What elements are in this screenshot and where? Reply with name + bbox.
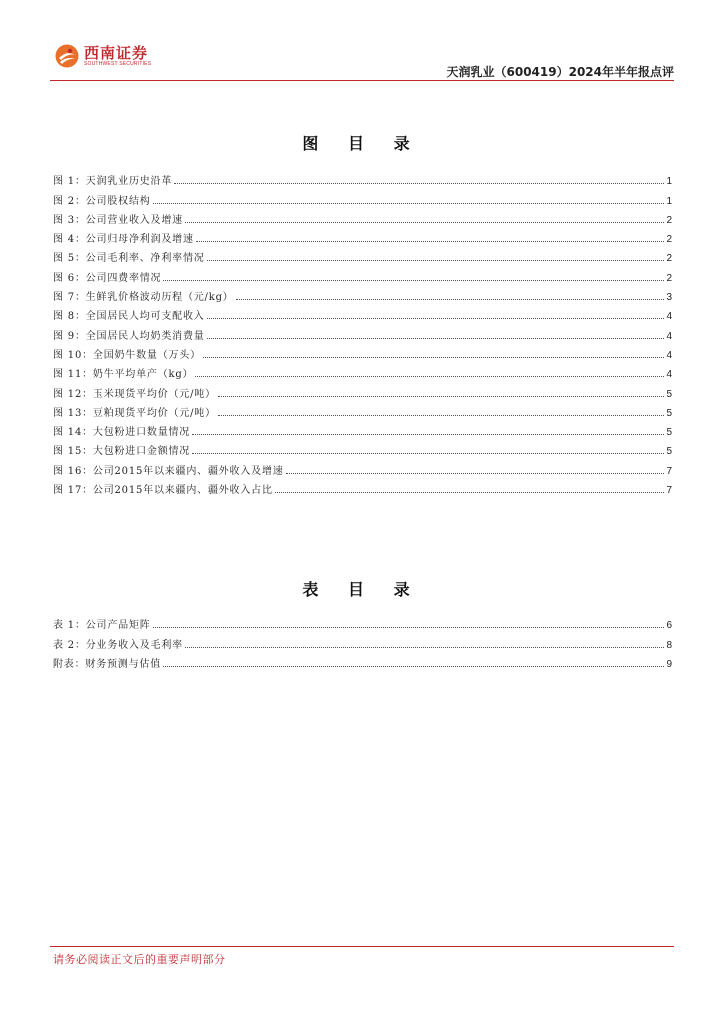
- toc-entry-page-number[interactable]: 5: [666, 407, 672, 419]
- toc-entry-page-number[interactable]: 6: [666, 620, 672, 632]
- toc-entry-label[interactable]: 图 6：公司四费率情况: [53, 272, 162, 284]
- toc-entry-label[interactable]: 图 3：公司营业收入及增速: [53, 214, 183, 226]
- toc-entry-label[interactable]: 图 15：大包粉进口金额情况: [53, 446, 191, 458]
- toc-leader-dots: [196, 241, 665, 242]
- toc-entry-label[interactable]: 图 9：全国居民人均奶类消费量: [53, 330, 205, 342]
- toc-leader-dots: [163, 280, 664, 281]
- toc-entry-page-number[interactable]: 5: [666, 446, 672, 458]
- toc-entry-label[interactable]: 图 7：生鲜乳价格波动历程（元/kg）: [53, 292, 234, 304]
- footer-divider: [50, 946, 674, 947]
- toc-leader-dots: [192, 453, 664, 454]
- toc-entry-label[interactable]: 表 2：分业务收入及毛利率: [53, 639, 183, 651]
- toc-entry-page-number[interactable]: 5: [666, 427, 672, 439]
- toc-entry-page-number[interactable]: 1: [666, 195, 672, 207]
- toc-entry[interactable]: [53, 400, 672, 419]
- toc-entry-label[interactable]: 图 8：全国居民人均可支配收入: [53, 311, 205, 323]
- toc-entry-label[interactable]: 图 5：公司毛利率、净利率情况: [53, 253, 205, 265]
- toc-leader-dots: [153, 627, 665, 628]
- figures-toc-list: [53, 168, 672, 496]
- toc-entry-page-number[interactable]: 2: [666, 234, 672, 246]
- toc-entry-page-number[interactable]: 2: [666, 253, 672, 265]
- toc-entry[interactable]: [53, 651, 672, 670]
- toc-leader-dots: [207, 338, 665, 339]
- toc-entry[interactable]: [53, 303, 672, 322]
- toc-leader-dots: [236, 299, 665, 300]
- toc-entry-label[interactable]: 图 13：豆粕现货平均价（元/吨）: [53, 407, 216, 419]
- toc-entry-page-number[interactable]: 2: [666, 272, 672, 284]
- toc-entry[interactable]: [53, 226, 672, 245]
- figures-toc-title: 图 目 录: [302, 134, 422, 153]
- footer-disclaimer: 请务必阅读正文后的重要声明部分: [53, 953, 226, 966]
- toc-entry[interactable]: [53, 631, 672, 650]
- toc-entry[interactable]: [53, 419, 672, 438]
- toc-entry-page-number[interactable]: 7: [666, 465, 672, 477]
- toc-entry-page-number[interactable]: 3: [666, 292, 672, 304]
- toc-leader-dots: [185, 647, 664, 648]
- toc-leader-dots: [192, 434, 664, 435]
- toc-entry-label[interactable]: 图 14：大包粉进口数量情况: [53, 427, 191, 439]
- toc-leader-dots: [218, 415, 665, 416]
- report-title: 天润乳业（600419）2024年半年报点评: [446, 65, 674, 79]
- tables-toc-list: [53, 612, 672, 670]
- toc-entry-label[interactable]: 附表：财务预测与估值: [53, 658, 161, 670]
- company-logo: [55, 44, 151, 68]
- toc-entry[interactable]: [53, 612, 672, 631]
- toc-entry-page-number[interactable]: 4: [666, 311, 672, 323]
- toc-entry[interactable]: [53, 438, 672, 457]
- toc-entry-label[interactable]: 表 1：公司产品矩阵: [53, 620, 151, 632]
- toc-entry[interactable]: [53, 342, 672, 361]
- toc-entry-label[interactable]: 图 4：公司归母净利润及增速: [53, 234, 194, 246]
- toc-leader-dots: [207, 260, 665, 261]
- toc-entry-page-number[interactable]: 2: [666, 214, 672, 226]
- toc-entry[interactable]: [53, 168, 672, 187]
- toc-entry[interactable]: [53, 264, 672, 283]
- toc-leader-dots: [218, 396, 665, 397]
- toc-leader-dots: [185, 222, 664, 223]
- tables-toc-title: 表 目 录: [302, 580, 422, 599]
- toc-entry-label[interactable]: 图 2：公司股权结构: [53, 195, 151, 207]
- toc-entry-label[interactable]: 图 10：全国奶牛数量（万头）: [53, 349, 201, 361]
- toc-entry[interactable]: [53, 380, 672, 399]
- header-divider: [50, 80, 674, 81]
- toc-entry-page-number[interactable]: 4: [666, 330, 672, 342]
- toc-leader-dots: [207, 318, 665, 319]
- toc-entry-page-number[interactable]: 4: [666, 369, 672, 381]
- toc-entry-label[interactable]: 图 16：公司2015年以来疆内、疆外收入及增速: [53, 465, 284, 477]
- toc-entry-page-number[interactable]: 9: [666, 658, 672, 670]
- toc-entry[interactable]: [53, 477, 672, 496]
- logo-emblem-icon: [55, 44, 79, 68]
- toc-leader-dots: [195, 376, 664, 377]
- toc-entry[interactable]: [53, 245, 672, 264]
- toc-leader-dots: [153, 203, 665, 204]
- toc-entry-label[interactable]: 图 17：公司2015年以来疆内、疆外收入占比: [53, 485, 273, 497]
- toc-leader-dots: [286, 473, 665, 474]
- toc-entry-page-number[interactable]: 4: [666, 349, 672, 361]
- logo-english-name: SOUTHWEST SECURITIES: [84, 60, 152, 67]
- toc-leader-dots: [174, 183, 664, 184]
- toc-entry[interactable]: [53, 187, 672, 206]
- toc-leader-dots: [275, 492, 665, 493]
- toc-entry-page-number[interactable]: 5: [666, 388, 672, 400]
- toc-leader-dots: [163, 666, 664, 667]
- toc-entry-label[interactable]: 图 1：天润乳业历史沿革: [53, 176, 173, 188]
- toc-entry[interactable]: [53, 207, 672, 226]
- toc-entry-label[interactable]: 图 11：奶牛平均单产（kg）: [53, 369, 194, 381]
- toc-entry-label[interactable]: 图 12：玉米现货平均价（元/吨）: [53, 388, 216, 400]
- toc-entry[interactable]: [53, 322, 672, 341]
- toc-entry-page-number[interactable]: 1: [666, 176, 672, 188]
- toc-entry-page-number[interactable]: 8: [666, 639, 672, 651]
- toc-entry-page-number[interactable]: 7: [666, 485, 672, 497]
- toc-leader-dots: [203, 357, 665, 358]
- logo-chinese-name: 西南证券: [84, 43, 149, 62]
- toc-entry[interactable]: [53, 361, 672, 380]
- toc-entry[interactable]: [53, 457, 672, 476]
- toc-entry[interactable]: [53, 284, 672, 303]
